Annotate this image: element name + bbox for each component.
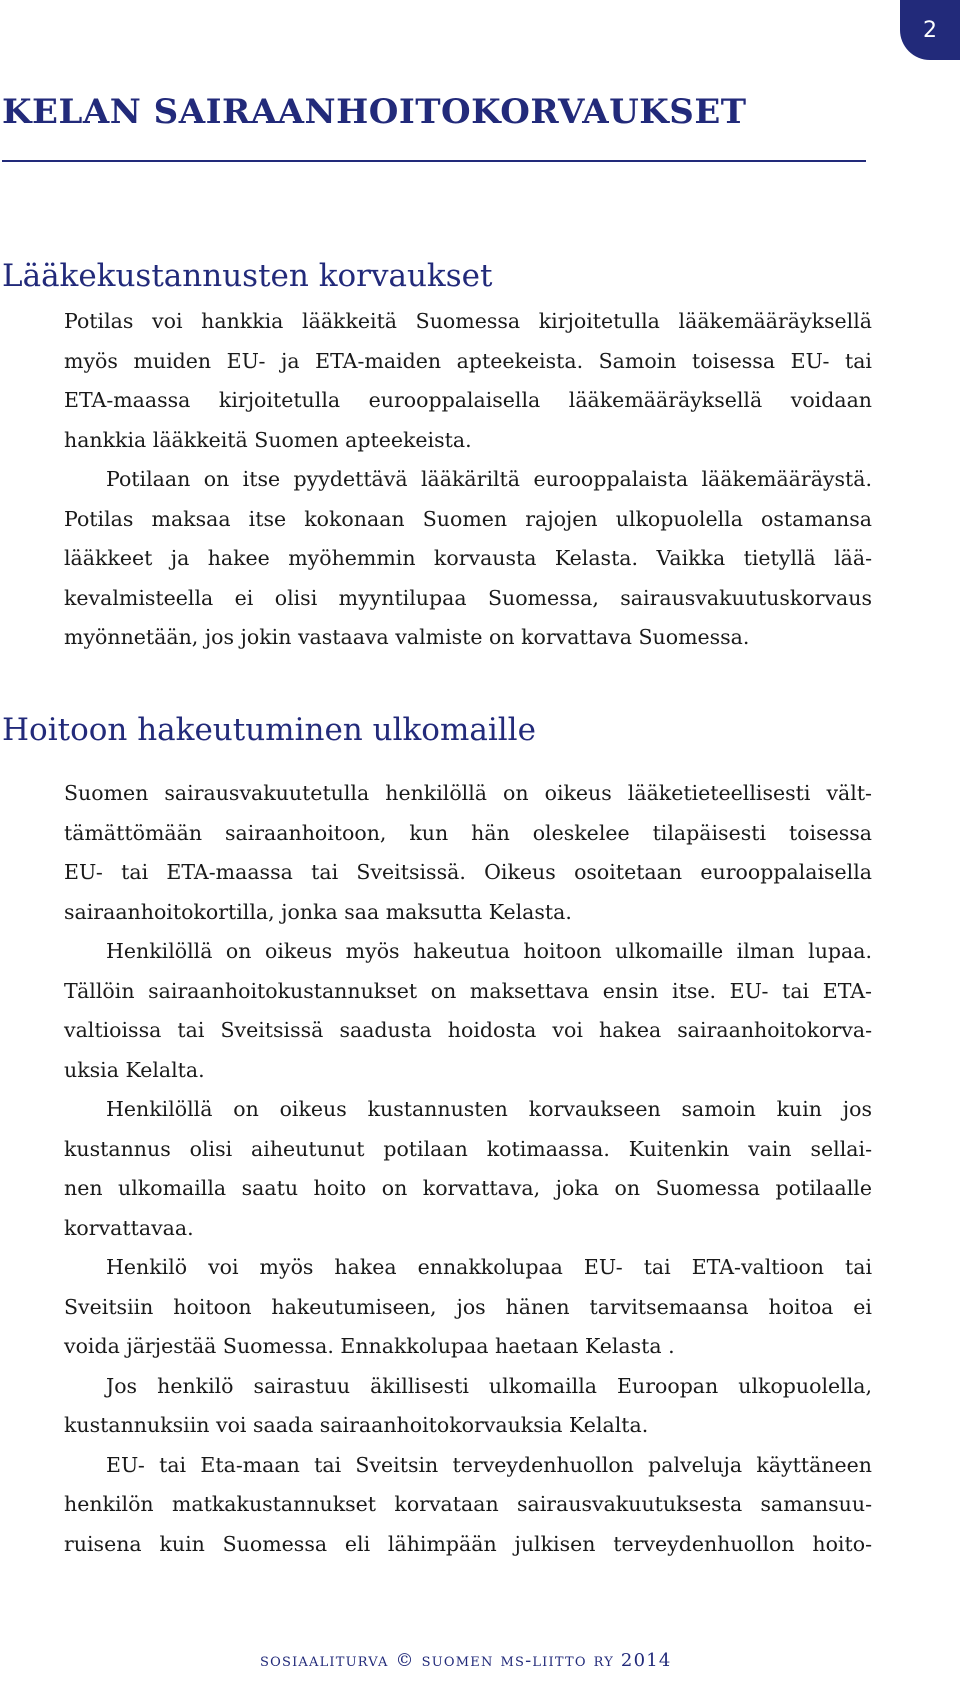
text-line: voida järjestää Suomessa. Ennakkolupaa haetaan Kelasta . [64, 1334, 675, 1358]
page-footer: sosiaaliturva © suomen ms-liitto ry 2014 [260, 1650, 672, 1671]
page-title: KELAN SAIRAANHOITOKORVAUKSET [2, 92, 747, 132]
text-line: ETA-maassa kirjoitetulla eurooppalaisella lääkemääräyksellä voidaan [64, 388, 872, 412]
text-line: Suomen sairausvakuutetulla henkilöllä on oikeus lääketieteellisesti vält- [64, 781, 872, 805]
page-number: 2 [923, 17, 937, 43]
page-number-badge [900, 0, 960, 60]
text-line: nen ulkomailla saatu hoito on korvattava, joka on Suomessa potilaalle [64, 1176, 872, 1200]
text-line: hankkia lääkkeitä Suomen apteekeista. [64, 427, 472, 452]
text-line: tämättömään sairaanhoitoon, kun hän oleskelee tilapäisesti toisessa [64, 820, 872, 845]
text-line: Henkilöllä on oikeus kustannusten korvaukseen samoin kuin jos [106, 1097, 872, 1121]
text-line: Henkilöllä on oikeus myös hakeutua hoitoon ulkomaille ilman lupaa. [106, 939, 872, 963]
text-line: Potilas maksaa itse kokonaan Suomen rajojen ulkopuolella ostamansa [64, 506, 872, 531]
text-line: Sveitsiin hoitoon hakeutumiseen, jos hänen tarvitsemaansa hoitoa ei [64, 1294, 872, 1319]
text-line: Jos henkilö sairastuu äkillisesti ulkomailla Euroopan ulkopuolella, [106, 1373, 872, 1398]
text-line: EU- tai ETA-maassa tai Sveitsissä. Oikeus osoitetaan eurooppalaisella [64, 860, 872, 884]
section-heading-laakekustannukset: Lääkekustannusten korvaukset [2, 258, 493, 294]
text-line: Potilas voi hankkia lääkkeitä Suomessa kirjoitetulla lääkemääräyksellä [64, 309, 872, 333]
text-line: myös muiden EU- ja ETA-maiden apteekeista. Samoin toisessa EU- tai [64, 348, 872, 373]
text-line: uksia Kelalta. [64, 1057, 205, 1082]
section-body-hoitoon-hakeutuminen [64, 774, 872, 1564]
text-line: ruisena kuin Suomessa eli lähimpään julkisen terveydenhuollon hoito- [64, 1531, 872, 1556]
text-line: myönnetään, jos jokin vastaava valmiste on korvattava Suomessa. [64, 625, 750, 649]
text-line: henkilön matkakustannukset korvataan sairausvakuutuksesta samansuu- [64, 1492, 872, 1516]
text-line: kevalmisteella ei olisi myyntilupaa Suomessa, sairausvakuutuskorvaus [64, 585, 872, 610]
text-line: kustannus olisi aiheutunut potilaan kotimaassa. Kuitenkin vain sellai- [64, 1136, 872, 1161]
text-line: Henkilö voi myös hakea ennakkolupaa EU- tai ETA-valtioon tai [106, 1255, 872, 1279]
section-heading-hoitoon-hakeutuminen: Hoitoon hakeutuminen ulkomaille [2, 712, 536, 748]
text-line: valtioissa tai Sveitsissä saadusta hoidosta voi hakea sairaanhoitokorva- [64, 1018, 872, 1042]
section-body-laakekustannukset [64, 302, 872, 658]
text-line: Tällöin sairaanhoitokustannukset on maksettava ensin itse. EU- tai ETA- [64, 978, 872, 1003]
text-line: lääkkeet ja hakee myöhemmin korvausta Kelasta. Vaikka tietyllä lää- [64, 546, 872, 570]
text-line: kustannuksiin voi saada sairaanhoitokorvauksia Kelalta. [64, 1413, 649, 1437]
text-line: Potilaan on itse pyydettävä lääkäriltä eurooppalaista lääkemääräystä. [106, 467, 872, 491]
text-line: sairaanhoitokortilla, jonka saa maksutta Kelasta. [64, 899, 572, 924]
text-line: korvattavaa. [64, 1215, 194, 1240]
text-line: EU- tai Eta-maan tai Sveitsin terveydenhuollon palveluja käyttäneen [106, 1452, 872, 1477]
title-divider [2, 160, 866, 162]
